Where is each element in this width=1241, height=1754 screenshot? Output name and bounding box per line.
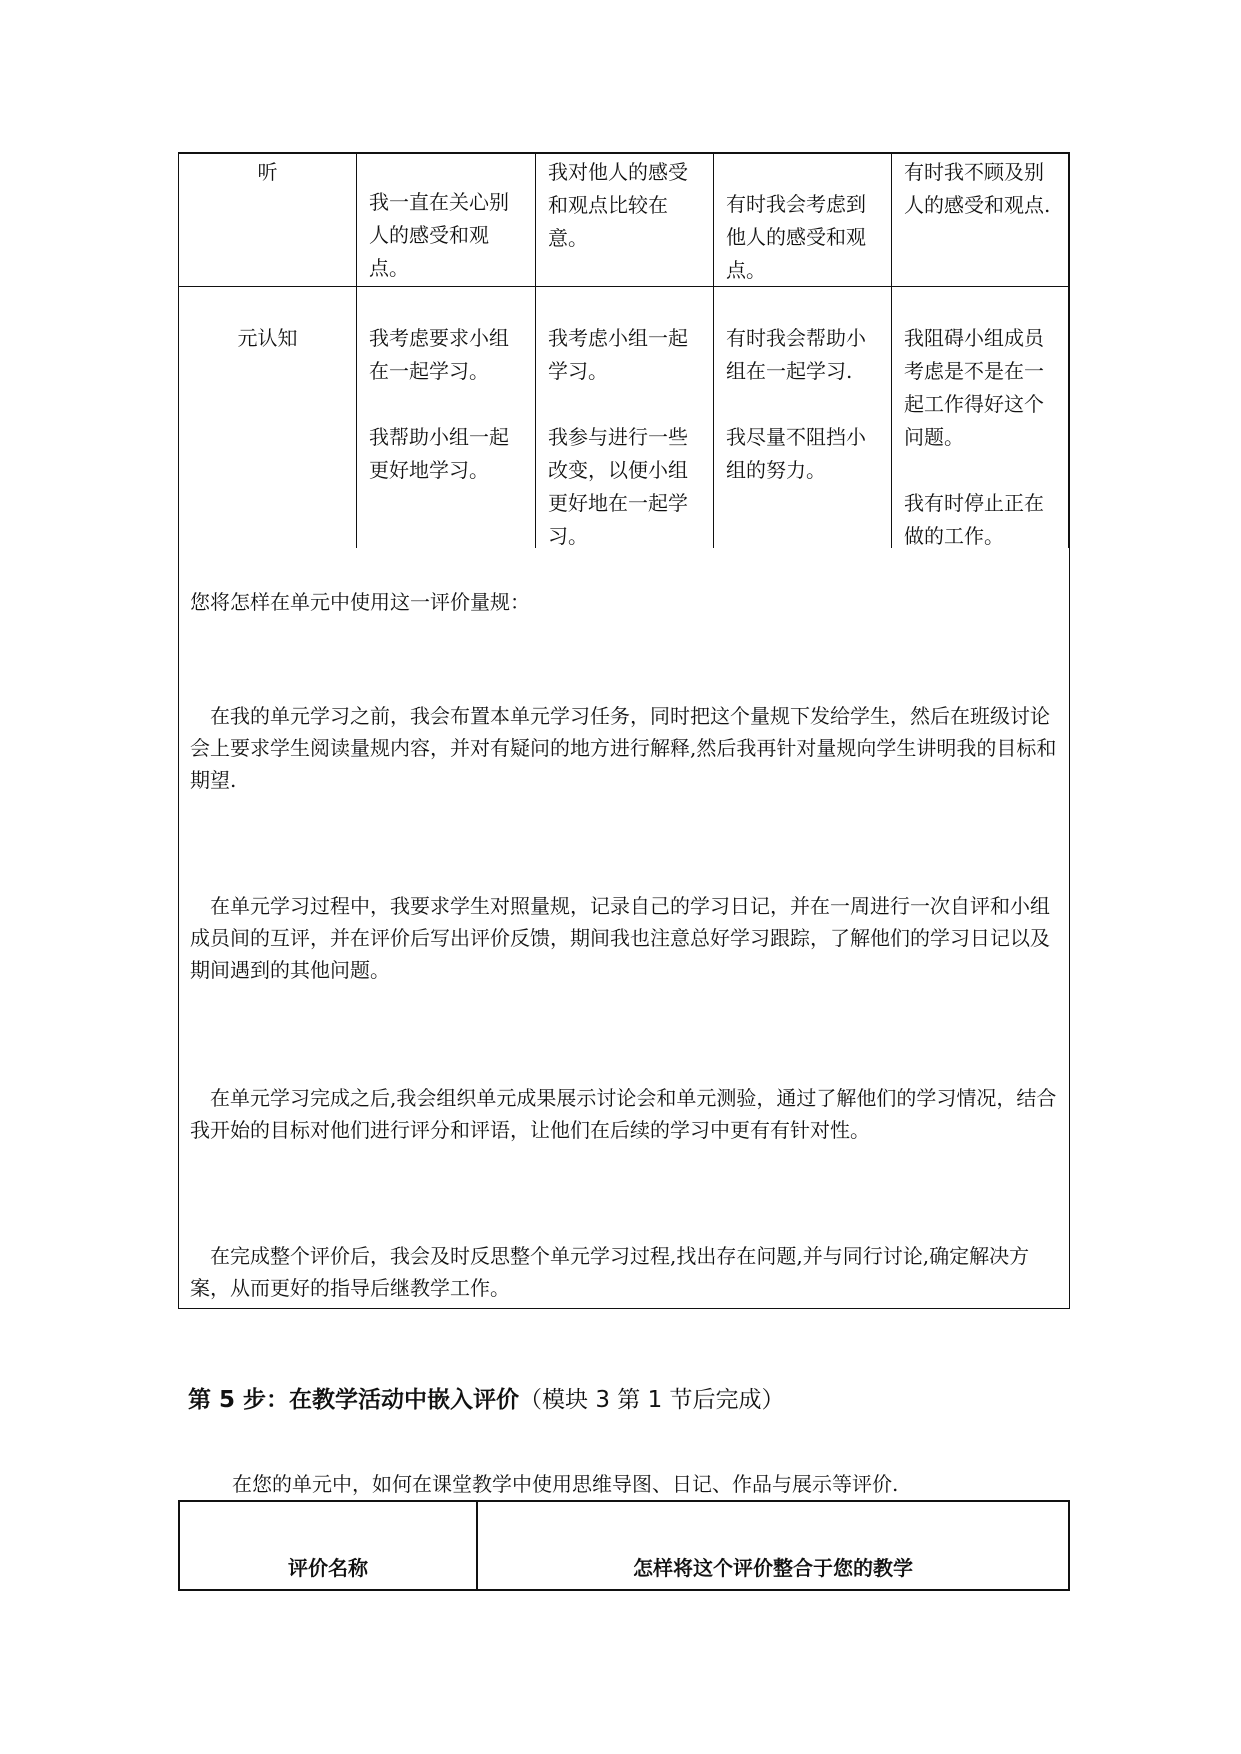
rubric-row-metacognition bbox=[179, 286, 1068, 548]
level-text: 我帮助小组一起更好地学习。 bbox=[369, 425, 509, 482]
rubric-usage-box bbox=[178, 548, 1070, 1309]
step-intro: 在您的单元中，如何在课堂教学中使用思维导图、日记、作品与展示等评价. bbox=[232, 1472, 899, 1496]
step-note: （模块 3 第 1 节后完成） bbox=[519, 1387, 785, 1413]
usage-paragraph: 在我的单元学习之前，我会布置本单元学习任务，同时把这个量规下发给学生，然后在班级讨论会上要求学生阅读量规内容，并对有疑问的地方进行解释,然后我再针对量规向学生讲明我的目标和期望. bbox=[190, 704, 1057, 792]
criterion-cell bbox=[179, 154, 357, 286]
usage-paragraph: 在完成整个评价后，我会及时反思整个单元学习过程,找出存在问题,并与同行讨论,确定解决方案，从而更好的指导后继教学工作。 bbox=[190, 1244, 1030, 1300]
level-text: 有时我会帮助小组在一起学习. bbox=[726, 326, 866, 383]
level-cell bbox=[536, 154, 714, 286]
level-text: 我考虑要求小组在一起学习。 bbox=[369, 326, 509, 383]
level-text: 有时我会考虑到他人的感受和观点。 bbox=[726, 192, 866, 282]
rubric-row-listen bbox=[179, 154, 1068, 287]
usage-question: 您将怎样在单元中使用这一评价量规： bbox=[190, 590, 530, 614]
level-cell bbox=[714, 154, 892, 286]
criterion-cell bbox=[179, 286, 357, 548]
level-cell bbox=[357, 286, 536, 548]
level-cell bbox=[536, 286, 714, 548]
criterion-label: 听 bbox=[257, 160, 278, 184]
evaluation-table bbox=[178, 1500, 1070, 1591]
criterion-label: 元认知 bbox=[237, 326, 298, 350]
step-heading bbox=[188, 1384, 785, 1416]
level-cell bbox=[357, 154, 536, 286]
level-cell bbox=[892, 286, 1069, 548]
header-integration: 怎样将这个评价整合于您的教学 bbox=[633, 1556, 913, 1580]
level-text: 我尽量不阻挡小组的努力。 bbox=[726, 425, 866, 482]
table-header-cell bbox=[180, 1502, 478, 1589]
level-text: 我有时停止正在做的工作。 bbox=[904, 491, 1044, 548]
level-text: 我对他人的感受和观点比较在意。 bbox=[548, 160, 688, 250]
level-cell bbox=[892, 154, 1069, 286]
usage-paragraph: 在单元学习完成之后,我会组织单元成果展示讨论会和单元测验，通过了解他们的学习情况，结合我开始的目标对他们进行评分和评语，让他们在后续的学习中更有有针对性。 bbox=[190, 1086, 1057, 1142]
level-cell bbox=[714, 286, 892, 548]
step-title: 第 5 步：在教学活动中嵌入评价 bbox=[188, 1387, 520, 1413]
rubric-table bbox=[178, 152, 1070, 548]
header-eval-name: 评价名称 bbox=[288, 1556, 368, 1580]
level-text: 我参与进行一些改变，以便小组更好地在一起学习。 bbox=[548, 425, 688, 548]
table-header-cell bbox=[478, 1502, 1068, 1589]
level-text: 我考虑小组一起学习。 bbox=[548, 326, 688, 383]
level-text: 我一直在关心别人的感受和观点。 bbox=[369, 190, 509, 280]
usage-paragraph: 在单元学习过程中，我要求学生对照量规，记录自己的学习日记，并在一周进行一次自评和小组成员间的互评，并在评价后写出评价反馈，期间我也注意总好学习跟踪，了解他们的学习日记以及期间遇到的其他问题。 bbox=[190, 894, 1050, 982]
level-text: 有时我不顾及别人的感受和观点. bbox=[904, 160, 1051, 217]
level-text: 我阻碍小组成员考虑是不是在一起工作得好这个问题。 bbox=[904, 326, 1044, 449]
